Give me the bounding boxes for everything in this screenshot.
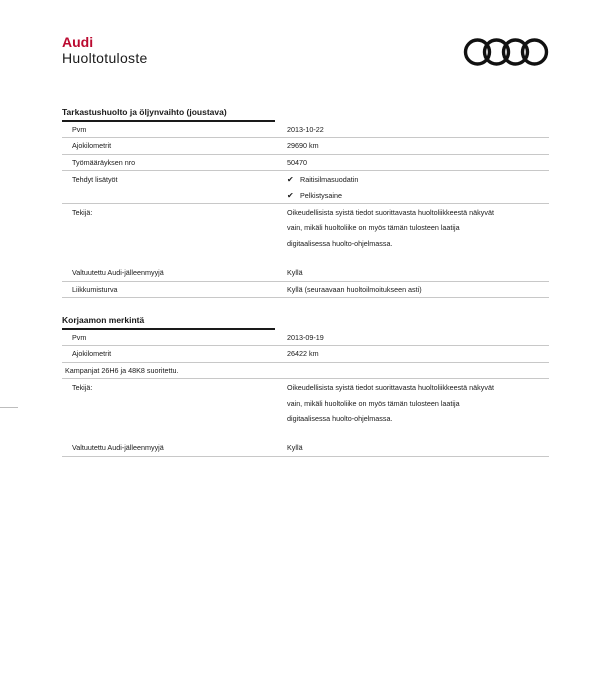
row-label: Valtuutettu Audi-jälleenmyyjä [72, 268, 164, 278]
row-value: Kyllä [287, 268, 303, 278]
row-dealer [62, 440, 549, 456]
audi-rings-icon [463, 36, 549, 68]
row-value [287, 379, 549, 440]
text-line: Oikeudellisista syistä tiedot suorittavasta huoltoliikkeestä näkyvät [287, 208, 494, 218]
row-value: 2013-10-22 [287, 125, 324, 134]
text-line: vain, mikäli huoltoliike on myös tämän tulosteen laatija [287, 398, 460, 408]
row-work-order [62, 155, 549, 171]
row-mobility [62, 282, 549, 298]
text-line: digitaalisessa huolto-ohjelmassa. [287, 238, 393, 248]
list-item [287, 188, 549, 203]
row-label: Ajokilometrit [72, 141, 112, 151]
text-line: Oikeudellisista syistä tiedot suorittavasta huoltoliikkeestä näkyvät [287, 383, 494, 393]
margin-mark [0, 407, 18, 408]
checkmark-icon: ✔ [287, 175, 294, 185]
text-line: vain, mikäli huoltoliike on myös tämän tulosteen laatija [287, 223, 460, 233]
document-header [62, 34, 148, 67]
section-workshop-entry [62, 314, 549, 457]
row-label: Tekijä: [72, 383, 93, 393]
row-value: Kyllä [287, 443, 303, 453]
row-label: Kampanjat 26H6 ja 48K8 suoritettu. [65, 365, 179, 375]
row-label: Pvm [72, 125, 87, 134]
row-label: Työmääräyksen nro [72, 157, 136, 167]
text-line: digitaalisessa huolto-ohjelmassa. [287, 414, 393, 424]
row-mileage [62, 346, 549, 362]
row-dealer [62, 265, 549, 281]
row-value-list [287, 171, 549, 203]
document-title: Huoltotuloste [62, 50, 148, 66]
row-label: Ajokilometrit [72, 349, 112, 359]
row-extra-work [62, 171, 549, 204]
row-label: Tehdyt lisätyöt [72, 175, 118, 185]
row-date [62, 330, 549, 346]
row-author [62, 379, 549, 440]
row-value: 26422 km [287, 349, 319, 359]
row-value: 2013-09-19 [287, 333, 324, 342]
item-text: Pelkistysaine [300, 190, 342, 200]
section-title: Tarkastushuolto ja öljynvaihto (joustava) [62, 106, 275, 122]
row-label: Pvm [72, 333, 87, 342]
section-service-inspection [62, 106, 549, 298]
checkmark-icon: ✔ [287, 190, 294, 200]
item-text: Raitisilmasuodatin [300, 175, 359, 185]
brand-name: Audi [62, 34, 94, 50]
row-label: Valtuutettu Audi-jälleenmyyjä [72, 443, 164, 453]
row-label: Tekijä: [72, 208, 93, 218]
row-value: 29690 km [287, 141, 319, 151]
row-label: Liikkumisturva [72, 284, 118, 294]
row-author [62, 204, 549, 265]
row-value [287, 204, 549, 265]
row-date [62, 122, 549, 138]
row-campaign [62, 363, 549, 379]
row-value: Kyllä (seuraavaan huoltoilmoitukseen asti) [287, 284, 422, 294]
section-title: Korjaamon merkintä [62, 314, 275, 330]
list-item [287, 172, 549, 187]
row-mileage [62, 138, 549, 154]
row-value: 50470 [287, 157, 307, 167]
